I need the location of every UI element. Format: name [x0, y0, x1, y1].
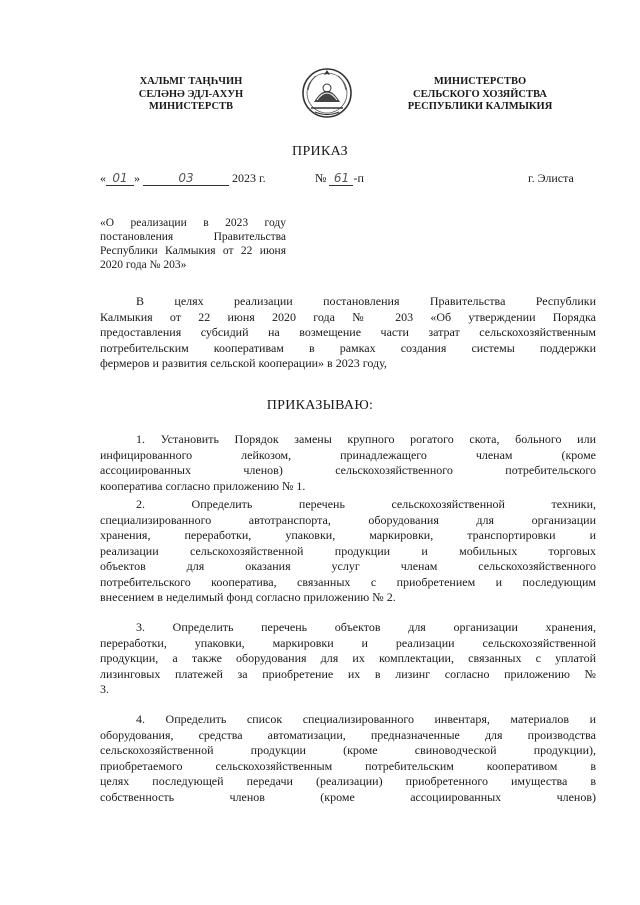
number-sign: № — [315, 171, 327, 185]
number-suffix: -п — [353, 171, 364, 185]
text-line: потребительским кооперативам в рамках создания системы поддержки — [100, 340, 596, 355]
order-number — [315, 170, 364, 186]
order-item-3 — [100, 620, 596, 698]
text-line: 3. Определить перечень объектов для организации хранения, — [136, 620, 596, 634]
order-item-1 — [100, 432, 596, 494]
order-number-value: 61 — [329, 172, 353, 186]
text-line: инфицированного лейкозом, принадлежащего членам (кроме — [100, 447, 596, 462]
header-line: СЕЛӘНӘ ЭДЛ-АХУН — [138, 88, 244, 100]
text-line: сельскохозяйственной продукции (кроме свиноводческой продукции), — [100, 743, 596, 757]
text-line: ассоциированных членов) сельскохозяйственного потребительского — [100, 463, 596, 477]
text-line: реализации сельскохозяйственной продукции и мобильных торговых — [100, 543, 596, 558]
header-line: МИНИСТЕРСТВО — [433, 76, 527, 87]
header-line: РЕСПУБЛИКИ КАЛМЫКИЯ — [407, 101, 553, 112]
text-line: объектов для оказания услуг членам сельскохозяйственного — [100, 559, 596, 573]
order-city: г. Элиста — [528, 171, 574, 185]
text-line: 2. Определить перечень сельскохозяйственной техники, — [136, 497, 596, 511]
ministry-header-russian — [395, 76, 565, 114]
document-title: ПРИКАЗ — [292, 144, 348, 159]
preamble-paragraph — [100, 294, 596, 372]
text-line: внесением в неделимый фонд согласно приложению № 2. — [100, 590, 396, 604]
republic-emblem-icon — [300, 62, 354, 122]
order-day: 01 — [106, 172, 134, 186]
text-line: потребительского кооператива, связанных с приобретением и последующим — [100, 574, 596, 589]
header-line: ХАЛЬМГ ТАҢҺЧИН — [139, 76, 243, 87]
text-line: переработки, упаковки, маркировки и реализации сельскохозяйственной — [100, 635, 596, 650]
text-line: 3. — [100, 682, 109, 696]
order-item-2 — [100, 497, 596, 606]
text-line: приобретаемого сельскохозяйственным потребительским кооперативом в — [100, 758, 596, 773]
text-line: целях последующей передачи (реализации) приобретенного имущества в — [100, 774, 596, 788]
text-line: Калмыкия от 22 июня 2020 года № 203 «Об утверждении Порядка — [100, 309, 596, 324]
ministry-header-kalmyk — [106, 76, 276, 114]
text-line: хранения, переработки, упаковки, маркировки, транспортировки и — [100, 528, 596, 542]
subject-line: Республики Калмыкия от 22 июня — [100, 245, 286, 257]
text-line: собственность членов (кроме ассоциированных членов) — [100, 789, 596, 804]
text-line: продукции, а также оборудования для их комплектации, связанных с уплатой — [100, 651, 596, 665]
order-directive-heading: ПРИКАЗЫВАЮ: — [266, 398, 374, 413]
order-month: 03 — [143, 172, 229, 186]
subject-line: 2020 года № 203» — [100, 259, 187, 271]
order-date: « 01 » 03 2023 г. — [100, 171, 266, 185]
text-line: предоставления субсидий на возмещение части затрат сельскохозяйственным — [100, 325, 596, 339]
text-line: 1. Установить Порядок замены крупного рогатого скота, больного или — [136, 432, 596, 446]
text-line: кооператива согласно приложению № 1. — [100, 478, 306, 493]
subject-line: постановления Правительства — [100, 231, 286, 243]
order-subject — [100, 216, 286, 272]
text-line: В целях реализации постановления Правительства Республики — [136, 294, 596, 308]
text-line: оборудования, средства автоматизации, предназначенные для производства — [100, 727, 596, 742]
text-line: фермеров и развития сельской кооперации» в 2023 году, — [100, 356, 387, 370]
text-line: специализированного автотранспорта, оборудования для организации — [100, 512, 596, 527]
order-year: 2023 г. — [232, 171, 266, 185]
header-line: МИНИСТЕРСТВ — [148, 101, 234, 112]
order-item-4 — [100, 712, 596, 805]
text-line: лизинговых платежей за приобретение их в лизинг согласно приложению № — [100, 666, 596, 681]
header-line: СЕЛЬСКОГО ХОЗЯЙСТВА — [413, 88, 547, 100]
subject-line: «О реализации в 2023 году — [100, 217, 286, 229]
text-line: 4. Определить список специализированного инвентаря, материалов и — [136, 712, 596, 726]
